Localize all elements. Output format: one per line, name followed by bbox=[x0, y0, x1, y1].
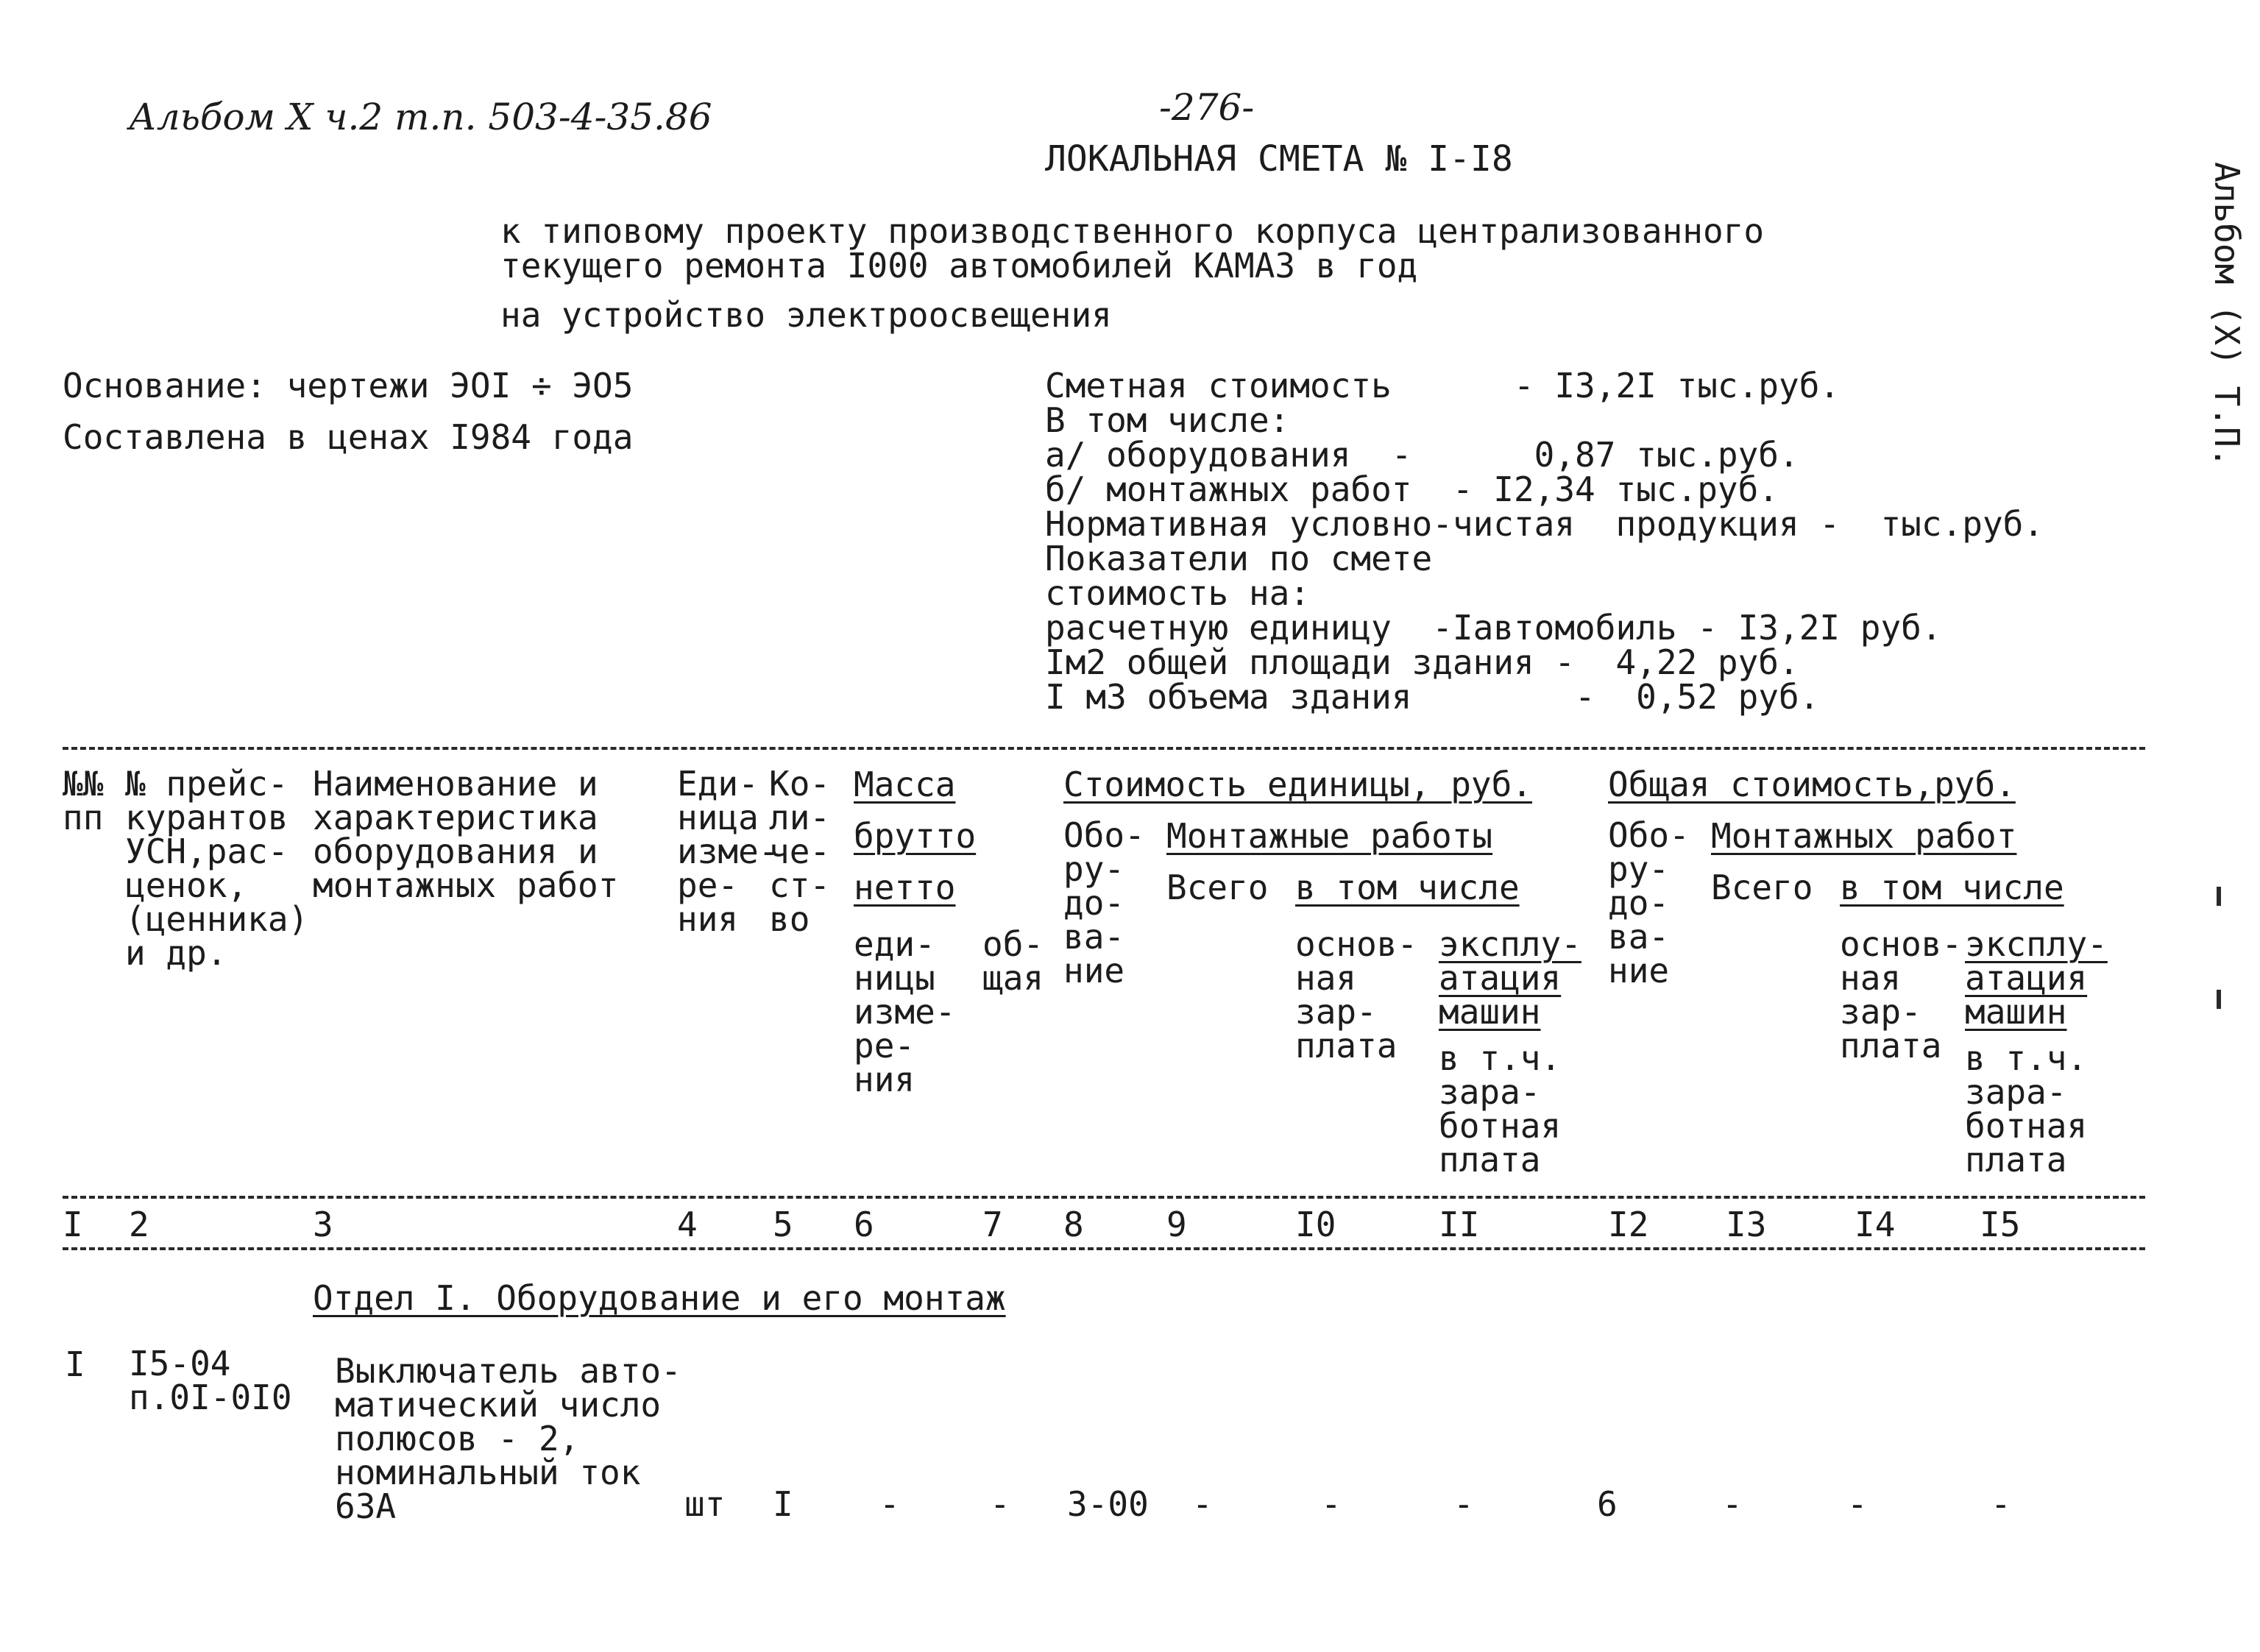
col-header-netto: нетто bbox=[854, 868, 956, 907]
cost-per-unit: расчетную единицу -Iавтомобиль - I3,2I руб. bbox=[1045, 608, 1942, 648]
equipment-cost: а/ оборудования - 0,87 тыс.руб. bbox=[1045, 435, 1799, 475]
column-number: 6 bbox=[854, 1205, 874, 1244]
margin-mark bbox=[2217, 887, 2221, 906]
col-header-price-list: № прейс- курантов УСН,рас- ценок, (ценника) и др. bbox=[125, 764, 309, 973]
column-number: I bbox=[63, 1205, 83, 1244]
header-bottom-rule bbox=[63, 1196, 2145, 1199]
col-header-equipment-unit: Обо- ру- до- ва- ние bbox=[1063, 815, 1145, 990]
column-number: 8 bbox=[1063, 1205, 1084, 1244]
side-album-note: Альбом (X) Т.П. bbox=[2207, 162, 2247, 468]
col-header-machine-wage: в т.ч. зара- ботная плата bbox=[1439, 1038, 1562, 1180]
column-number: 7 bbox=[982, 1205, 1003, 1244]
row-item-name: Выключатель авто- матический число полюсов - 2, номинальный ток 63А bbox=[335, 1351, 681, 1526]
col-header-including: в том числе bbox=[1295, 868, 1520, 907]
row-installation-total: - bbox=[1192, 1484, 1213, 1524]
column-number: 2 bbox=[129, 1205, 149, 1244]
subtitle-line-3: на устройство электроосвещения bbox=[500, 295, 1112, 335]
col-header-installation: Монтажные работы bbox=[1166, 816, 1493, 856]
row-installation-wage: - bbox=[1321, 1484, 1342, 1524]
col-header-base-wage: основ- ная зар- плата bbox=[1295, 924, 1418, 1066]
subtitle-line-1: к типовому проекту производственного корпуса централизованного bbox=[500, 211, 1765, 251]
table-top-rule bbox=[63, 747, 2145, 750]
col-header-total-installation: Всего bbox=[1166, 868, 1269, 907]
installation-cost: б/ монтажных работ - I2,34 тыс.руб. bbox=[1045, 469, 1779, 509]
basis-drawings: Основание: чертежи ЭОI ÷ ЭО5 bbox=[63, 366, 634, 405]
document-title: ЛОКАЛЬНАЯ СМЕТА № I-I8 bbox=[1045, 138, 1513, 180]
normative-product: Нормативная условно-чистая продукция - тыс.руб. bbox=[1045, 504, 2044, 544]
col-header-brutto: брутто bbox=[854, 816, 977, 856]
estimate-cost: Сметная стоимость - I3,2I тыс.руб. bbox=[1045, 366, 1841, 405]
margin-mark bbox=[2217, 990, 2221, 1009]
col-header-quantity: Ко- ли- че- ст- во bbox=[769, 764, 831, 939]
cost-per-m3: I м3 объема здания - 0,52 руб. bbox=[1045, 677, 1820, 717]
page-number: -276- bbox=[1159, 86, 1255, 129]
row-equipment-unit-cost: 3-00 bbox=[1067, 1484, 1149, 1524]
col-header-row-number: №№ пп bbox=[63, 764, 104, 837]
including-label: В том числе: bbox=[1045, 400, 1290, 440]
column-number: I5 bbox=[1980, 1205, 2021, 1244]
column-number: 3 bbox=[313, 1205, 333, 1244]
row-installation-machines-2: - bbox=[1991, 1484, 2011, 1524]
subtitle-line-2: текущего ремонта I000 автомобилей КАМАЗ в год bbox=[500, 246, 1418, 286]
col-header-mass-per-unit: еди- ницы изме- ре- ния bbox=[854, 924, 956, 1099]
col-header-equipment-total: Обо- ру- до- ва- ние bbox=[1608, 815, 1690, 990]
row-number: I bbox=[65, 1344, 85, 1384]
column-number: I0 bbox=[1295, 1205, 1336, 1244]
col-header-name: Наименование и характеристика оборудования и монтажных работ bbox=[313, 764, 619, 905]
basis-prices: Составлена в ценах I984 года bbox=[63, 417, 634, 457]
row-mass-total: - bbox=[990, 1484, 1010, 1524]
row-installation-machines: - bbox=[1453, 1484, 1474, 1524]
cost-per-m2: Iм2 общей площади здания - 4,22 руб. bbox=[1045, 642, 1799, 682]
col-header-machine-operation: эксплу- атация машин bbox=[1439, 924, 1581, 1032]
column-number: 9 bbox=[1166, 1205, 1187, 1244]
col-header-base-wage-2: основ- ная зар- плата bbox=[1840, 924, 1963, 1066]
row-equipment-total-cost: 6 bbox=[1597, 1484, 1618, 1524]
indicators-label: Показатели по смете bbox=[1045, 539, 1433, 578]
album-handwritten-note: Альбом X ч.2 т.п. 503-4-35.86 bbox=[129, 96, 712, 138]
row-quantity: I bbox=[773, 1484, 793, 1524]
col-header-machine-wage-2: в т.ч. зара- ботная плата bbox=[1965, 1038, 2088, 1180]
row-mass-unit: - bbox=[879, 1484, 900, 1524]
col-header-unit: Еди- ница изме- ре- ния bbox=[677, 764, 779, 939]
col-header-mass-total: об- щая bbox=[982, 924, 1044, 998]
cost-per-label: стоимость на: bbox=[1045, 573, 1311, 613]
col-header-installation-total: Монтажных работ bbox=[1711, 816, 2017, 856]
column-number: I4 bbox=[1855, 1205, 1896, 1244]
column-number: I3 bbox=[1726, 1205, 1767, 1244]
row-installation-total-2: - bbox=[1722, 1484, 1743, 1524]
col-header-mass: Масса bbox=[854, 765, 956, 804]
col-header-unit-cost: Стоимость единицы, руб. bbox=[1063, 765, 1532, 804]
column-numbers-rule bbox=[63, 1247, 2145, 1250]
row-price-code: I5-04 п.0I-0I0 bbox=[129, 1344, 292, 1417]
section-title: Отдел I. Оборудование и его монтаж bbox=[313, 1278, 1006, 1318]
col-header-machine-operation-2: эксплу- атация машин bbox=[1965, 924, 2108, 1032]
column-number: 5 bbox=[773, 1205, 793, 1244]
col-header-total-cost: Общая стоимость,руб. bbox=[1608, 765, 2016, 804]
column-number: I2 bbox=[1608, 1205, 1649, 1244]
col-header-total-installation-2: Всего bbox=[1711, 868, 1813, 907]
column-number: II bbox=[1439, 1205, 1480, 1244]
col-header-including-2: в том числе bbox=[1840, 868, 2064, 907]
row-unit: шт bbox=[684, 1484, 726, 1524]
row-installation-wage-2: - bbox=[1847, 1484, 1868, 1524]
column-number: 4 bbox=[677, 1205, 698, 1244]
